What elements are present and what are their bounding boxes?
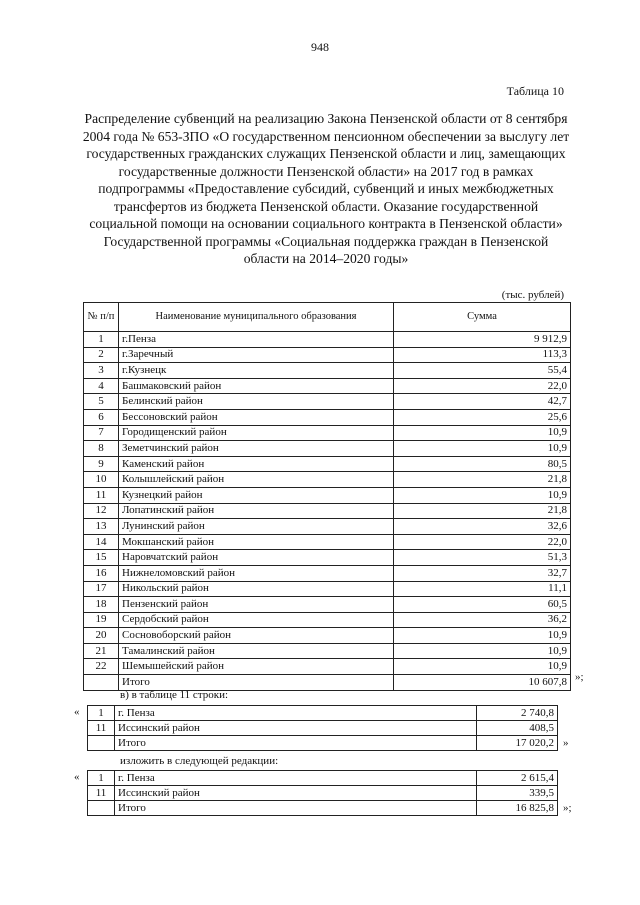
total-label: Итого [115,736,477,751]
table-11-old [87,705,558,751]
row-sum: 36,2 [394,612,571,628]
row-number: 19 [84,612,119,628]
row-number: 10 [84,472,119,488]
table-row [84,347,571,363]
table-body [84,332,571,691]
row-sum: 2 615,4 [477,771,558,786]
row-sum: 21,8 [394,472,571,488]
distribution-table [83,302,571,691]
row-number: 7 [84,425,119,441]
table-11-new [87,770,558,816]
row-sum: 25,6 [394,409,571,425]
instruction-text: в) в таблице 11 строки: [120,689,229,701]
row-name: Башмаковский район [119,378,394,394]
row-name: Пензенский район [119,597,394,613]
row-number: 1 [88,771,115,786]
row-sum: 32,6 [394,519,571,535]
row-sum: 10,9 [394,659,571,675]
row-name: Тамалинский район [119,643,394,659]
document-heading: Распределение субвенций на реализацию Закона Пензенской области от 8 сентября 2004 года № 653-ЗПО «О государственном пенсионном обеспечении за выслугу лет государственных гражданских служащих Пензенской области и лиц, замещающих государственные должности Пензенской области» на 2017 год в рамках подпрограммы «Предоставление субсидий, субвенций и иных межбюджетных трансфертов из бюджета Пензенской области. Оказание государственной социальной помощи на основании социального контракта в Пензенской области» Государственной программы «Социальная поддержка граждан в Пензенской области на 2014–2020 годы» [82,111,570,266]
row-sum: 21,8 [394,503,571,519]
table-row [88,771,558,786]
row-name: Мокшанский район [119,534,394,550]
row-sum: 10,9 [394,487,571,503]
row-name: Иссинский район [115,786,477,801]
header-municipality: Наименование муниципального образования [119,303,394,332]
table-total-row [88,736,558,751]
row-name: Наровчатский район [119,550,394,566]
row-name: Никольский район [119,581,394,597]
row-name: Кузнецкий район [119,487,394,503]
row-name: г. Пенза [115,706,477,721]
row-sum: 32,7 [394,565,571,581]
table-row [84,659,571,675]
row-number: 1 [88,706,115,721]
instruction-text: изложить в следующей редакции: [120,755,279,767]
row-number: 9 [84,456,119,472]
row-sum: 339,5 [477,786,558,801]
row-number: 6 [84,409,119,425]
table-row [84,409,571,425]
row-name: Лопатинский район [119,503,394,519]
table-row [84,597,571,613]
row-sum: 22,0 [394,378,571,394]
row-number: 11 [88,721,115,736]
row-sum: 9 912,9 [394,332,571,348]
table-total-row [84,675,571,691]
open-quote: « [74,771,80,783]
table-total-row [88,801,558,816]
row-sum: 10,9 [394,628,571,644]
row-number: 2 [84,347,119,363]
table-row [84,581,571,597]
table-row [88,721,558,736]
total-label: Итого [119,675,394,691]
table-row [84,332,571,348]
table-row [84,643,571,659]
row-number: 8 [84,441,119,457]
table-row [84,472,571,488]
total-number [88,736,115,751]
row-name: Колышлейский район [119,472,394,488]
row-sum: 10,9 [394,643,571,659]
table-row [84,565,571,581]
total-sum: 16 825,8 [477,801,558,816]
row-number: 5 [84,394,119,410]
row-name: г.Кузнецк [119,363,394,379]
row-number: 11 [88,786,115,801]
row-number: 20 [84,628,119,644]
table-row [84,487,571,503]
table-row [84,363,571,379]
row-sum: 80,5 [394,456,571,472]
row-number: 21 [84,643,119,659]
row-sum: 42,7 [394,394,571,410]
row-sum: 22,0 [394,534,571,550]
table-row [84,394,571,410]
table-row [84,456,571,472]
table-label: Таблица 10 [506,84,564,98]
row-sum: 408,5 [477,721,558,736]
closing-quote: »; [575,671,584,683]
total-number [84,675,119,691]
table-row [84,612,571,628]
table-row [84,519,571,535]
row-name: г. Пенза [115,771,477,786]
table-row [84,425,571,441]
row-number: 13 [84,519,119,535]
row-name: Бессоновский район [119,409,394,425]
header-number: № п/п [84,303,119,332]
table-row [84,503,571,519]
row-name: Белинский район [119,394,394,410]
row-number: 4 [84,378,119,394]
total-number [88,801,115,816]
close-quote: » [563,737,569,749]
row-number: 18 [84,597,119,613]
row-number: 22 [84,659,119,675]
row-sum: 51,3 [394,550,571,566]
row-name: Шемышейский район [119,659,394,675]
row-name: Сосновоборский район [119,628,394,644]
row-sum: 10,9 [394,441,571,457]
table-row [84,441,571,457]
row-number: 1 [84,332,119,348]
row-name: Городищенский район [119,425,394,441]
table-row [84,550,571,566]
row-number: 17 [84,581,119,597]
table-row [84,628,571,644]
row-name: г.Заречный [119,347,394,363]
row-name: Сердобский район [119,612,394,628]
row-sum: 11,1 [394,581,571,597]
row-sum: 55,4 [394,363,571,379]
close-quote: »; [563,802,572,814]
row-name: Иссинский район [115,721,477,736]
table-row [88,786,558,801]
total-sum: 10 607,8 [394,675,571,691]
row-number: 11 [84,487,119,503]
row-name: Каменский район [119,456,394,472]
row-sum: 60,5 [394,597,571,613]
header-sum: Сумма [394,303,571,332]
row-number: 12 [84,503,119,519]
row-number: 15 [84,550,119,566]
row-sum: 2 740,8 [477,706,558,721]
row-sum: 10,9 [394,425,571,441]
row-name: г.Пенза [119,332,394,348]
table-header-row [84,303,571,332]
row-number: 14 [84,534,119,550]
total-sum: 17 020,2 [477,736,558,751]
row-sum: 113,3 [394,347,571,363]
table-row [84,534,571,550]
row-name: Лунинский район [119,519,394,535]
table-row [84,378,571,394]
open-quote: « [74,706,80,718]
table-row [88,706,558,721]
row-name: Нижнеломовский район [119,565,394,581]
row-name: Земетчинский район [119,441,394,457]
total-label: Итого [115,801,477,816]
page-number: 948 [311,40,329,54]
row-number: 16 [84,565,119,581]
row-number: 3 [84,363,119,379]
unit-label: (тыс. рублей) [501,289,564,301]
